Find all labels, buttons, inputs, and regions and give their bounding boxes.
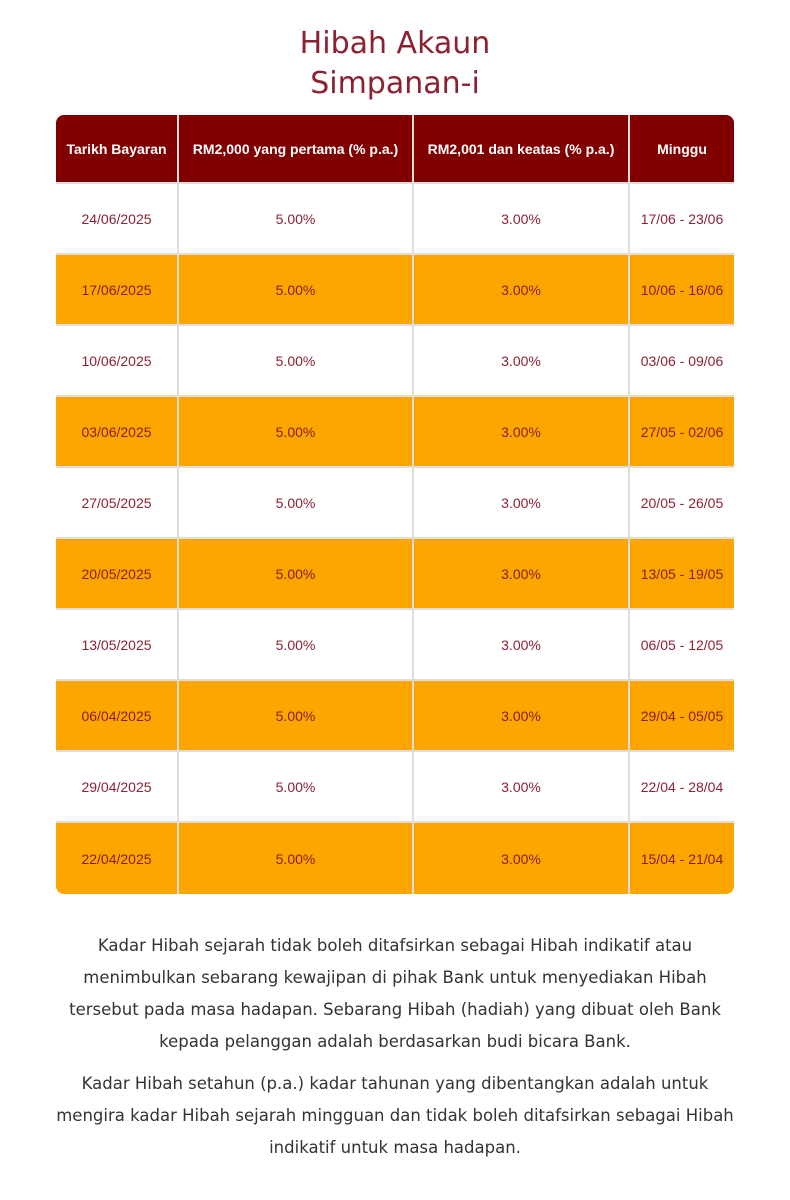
table-row: [56, 184, 734, 255]
table-row: [56, 468, 734, 539]
table-row: [56, 539, 734, 610]
payment-date-cell: 13/05/2025: [56, 610, 179, 681]
table-row: [56, 326, 734, 397]
rm2001-above-rate-cell: 3.00%: [414, 610, 630, 681]
rm2001-above-rate-cell: 3.00%: [414, 681, 630, 752]
title-line-2: Simpanan-i: [310, 66, 480, 101]
rm2001-above-rate-cell: 3.00%: [414, 255, 630, 326]
first-rm2000-rate-cell: 5.00%: [179, 255, 414, 326]
first-rm2000-rate-cell: 5.00%: [179, 397, 414, 468]
table-row: [56, 255, 734, 326]
title-line-1: Hibah Akaun: [299, 26, 491, 61]
first-rm2000-rate-cell: 5.00%: [179, 823, 414, 894]
first-rm2000-rate-cell: 5.00%: [179, 752, 414, 823]
table-row: [56, 823, 734, 894]
rm2001-above-rate-cell: 3.00%: [414, 326, 630, 397]
week-range-cell: 06/05 - 12/05: [630, 610, 734, 681]
table-header-row: [56, 115, 734, 184]
week-range-cell: 17/06 - 23/06: [630, 184, 734, 255]
rm2001-above-rate-cell: 3.00%: [414, 184, 630, 255]
disclaimer-notes: [50, 930, 740, 1174]
payment-date-cell: 17/06/2025: [56, 255, 179, 326]
header-minggu: Minggu: [630, 115, 734, 184]
payment-date-cell: 03/06/2025: [56, 397, 179, 468]
disclaimer-paragraph-2: Kadar Hibah setahun (p.a.) kadar tahunan yang dibentangkan adalah untuk mengira kadar Hibah sejarah mingguan dan tidak boleh ditafsirkan sebagai Hibah indikatif untuk masa hadapan.: [56, 1074, 734, 1157]
first-rm2000-rate-cell: 5.00%: [179, 468, 414, 539]
week-range-cell: 13/05 - 19/05: [630, 539, 734, 610]
first-rm2000-rate-cell: 5.00%: [179, 539, 414, 610]
payment-date-cell: 27/05/2025: [56, 468, 179, 539]
disclaimer-paragraph-1: Kadar Hibah sejarah tidak boleh ditafsirkan sebagai Hibah indikatif atau menimbulkan sebarang kewajipan di pihak Bank untuk menyediakan Hibah tersebut pada masa hadapan. Sebarang Hibah (hadiah) yang dibuat oleh Bank kepada pelanggan adalah berdasarkan budi bicara Bank.: [69, 936, 721, 1051]
table-row: [56, 752, 734, 823]
first-rm2000-rate-cell: 5.00%: [179, 610, 414, 681]
week-range-cell: 22/04 - 28/04: [630, 752, 734, 823]
week-range-cell: 15/04 - 21/04: [630, 823, 734, 894]
header-rm2001-above: RM2,001 dan keatas (% p.a.): [414, 115, 630, 184]
table-row: [56, 681, 734, 752]
week-range-cell: 10/06 - 16/06: [630, 255, 734, 326]
payment-date-cell: 10/06/2025: [56, 326, 179, 397]
rm2001-above-rate-cell: 3.00%: [414, 397, 630, 468]
page-title: [0, 24, 790, 104]
week-range-cell: 27/05 - 02/06: [630, 397, 734, 468]
header-first-rm2000: RM2,000 yang pertama (% p.a.): [179, 115, 414, 184]
week-range-cell: 20/05 - 26/05: [630, 468, 734, 539]
rm2001-above-rate-cell: 3.00%: [414, 539, 630, 610]
payment-date-cell: 06/04/2025: [56, 681, 179, 752]
week-range-cell: 03/06 - 09/06: [630, 326, 734, 397]
payment-date-cell: 29/04/2025: [56, 752, 179, 823]
week-range-cell: 29/04 - 05/05: [630, 681, 734, 752]
header-tarikh-bayaran: Tarikh Bayaran: [56, 115, 179, 184]
payment-date-cell: 24/06/2025: [56, 184, 179, 255]
hibah-rates-table: [56, 115, 734, 894]
rm2001-above-rate-cell: 3.00%: [414, 468, 630, 539]
table-row: [56, 610, 734, 681]
first-rm2000-rate-cell: 5.00%: [179, 184, 414, 255]
table-row: [56, 397, 734, 468]
rm2001-above-rate-cell: 3.00%: [414, 823, 630, 894]
payment-date-cell: 22/04/2025: [56, 823, 179, 894]
rm2001-above-rate-cell: 3.00%: [414, 752, 630, 823]
first-rm2000-rate-cell: 5.00%: [179, 326, 414, 397]
payment-date-cell: 20/05/2025: [56, 539, 179, 610]
first-rm2000-rate-cell: 5.00%: [179, 681, 414, 752]
